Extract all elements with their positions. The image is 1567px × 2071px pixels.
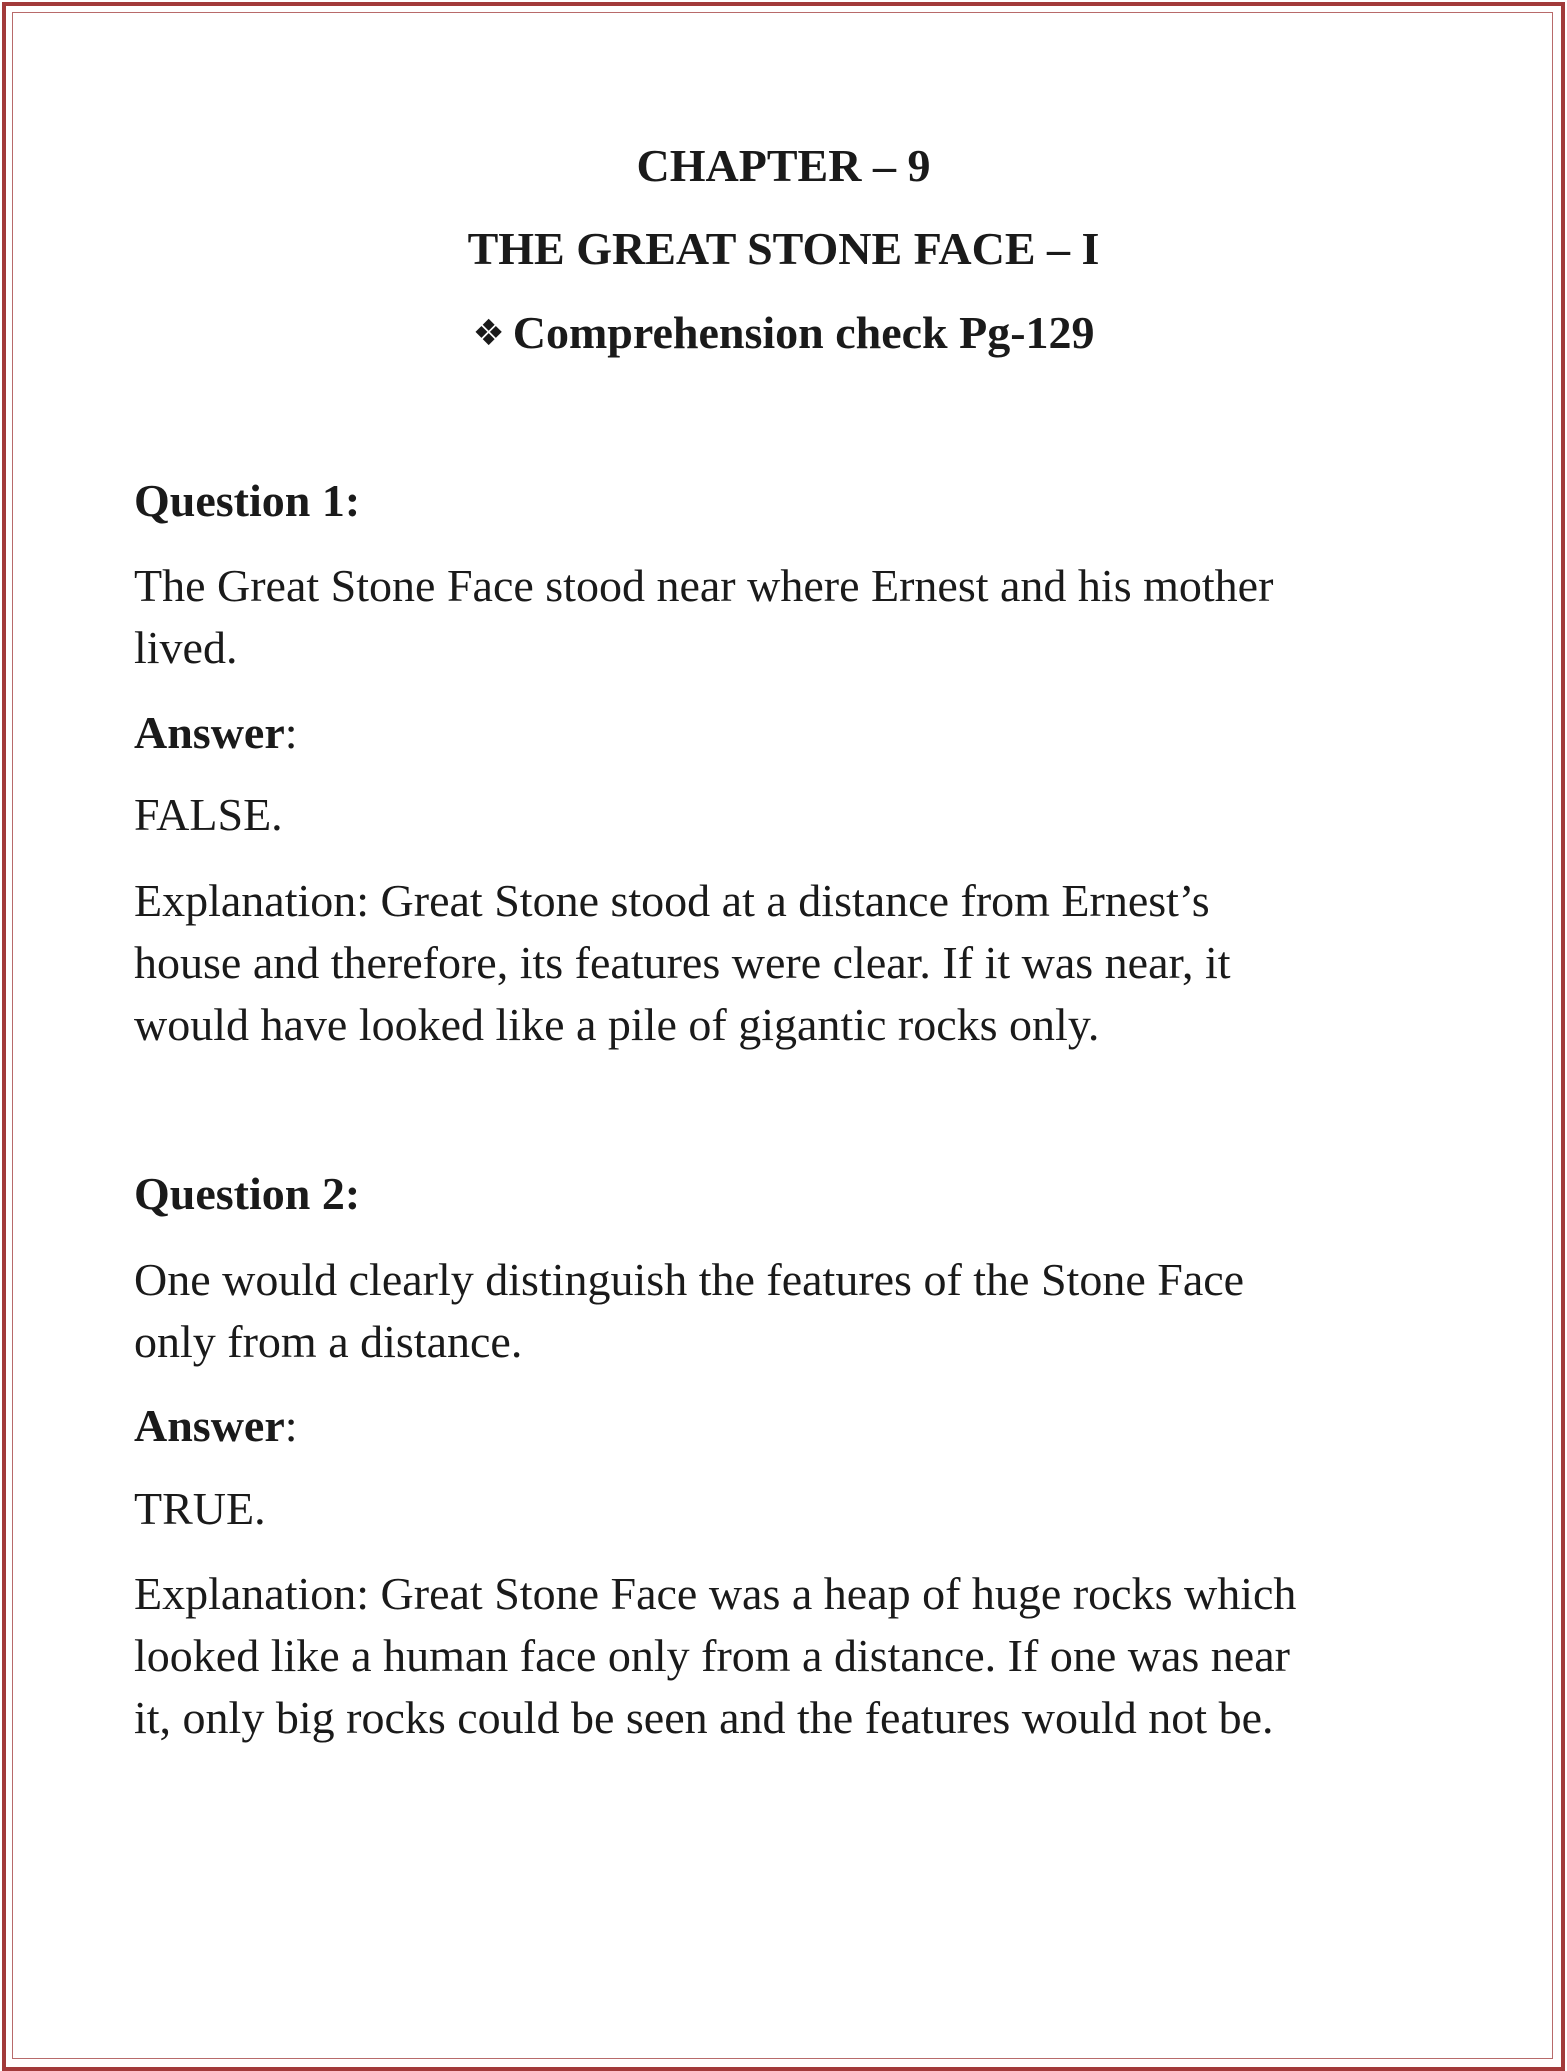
explanation-line: Explanation: Great Stone Face was a heap of huge rocks which — [134, 1568, 1297, 1619]
explanation-line: house and therefore, its features were clear. If it was near, it — [134, 937, 1231, 988]
question-2-heading — [134, 1163, 1434, 1225]
explanation-line: looked like a human face only from a distance. If one was near — [134, 1630, 1290, 1681]
diamond-bullet-icon: ❖ — [472, 313, 505, 354]
question-heading: Question 2: — [134, 1168, 361, 1219]
section-subtitle — [0, 307, 1567, 358]
explanation-line: would have looked like a pile of gigantic rocks only. — [134, 999, 1100, 1050]
question-heading: Question 1: — [134, 475, 361, 526]
chapter-title: THE GREAT STONE FACE – I — [467, 223, 1100, 274]
answer-value: TRUE. — [134, 1483, 266, 1534]
question-1-statement — [134, 555, 1434, 679]
answer-colon: : — [284, 707, 298, 758]
question-2-explanation — [134, 1563, 1434, 1749]
statement-line: One would clearly distinguish the features of the Stone Face — [134, 1254, 1245, 1305]
question-2-answer-label — [134, 1395, 1434, 1457]
answer-value: FALSE. — [134, 789, 283, 840]
statement-line: only from a distance. — [134, 1316, 523, 1367]
subtitle-text: Comprehension check Pg-129 — [512, 307, 1095, 358]
statement-line: lived. — [134, 622, 238, 673]
answer-colon: : — [284, 1400, 298, 1451]
explanation-line: it, only big rocks could be seen and the features would not be. — [134, 1692, 1274, 1743]
answer-label: Answer — [134, 1400, 285, 1451]
chapter-heading: CHAPTER – 9 — [636, 140, 931, 191]
answer-label: Answer — [134, 707, 285, 758]
question-1-explanation — [134, 870, 1434, 1056]
explanation-line: Explanation: Great Stone stood at a distance from Ernest’s — [134, 875, 1210, 926]
question-1-answer-label — [134, 702, 1434, 764]
statement-line: The Great Stone Face stood near where Ernest and his mother — [134, 560, 1274, 611]
question-1-heading — [134, 470, 1434, 532]
question-2-answer — [134, 1478, 1434, 1540]
question-1-answer — [134, 784, 1434, 846]
question-2-statement — [134, 1249, 1434, 1373]
